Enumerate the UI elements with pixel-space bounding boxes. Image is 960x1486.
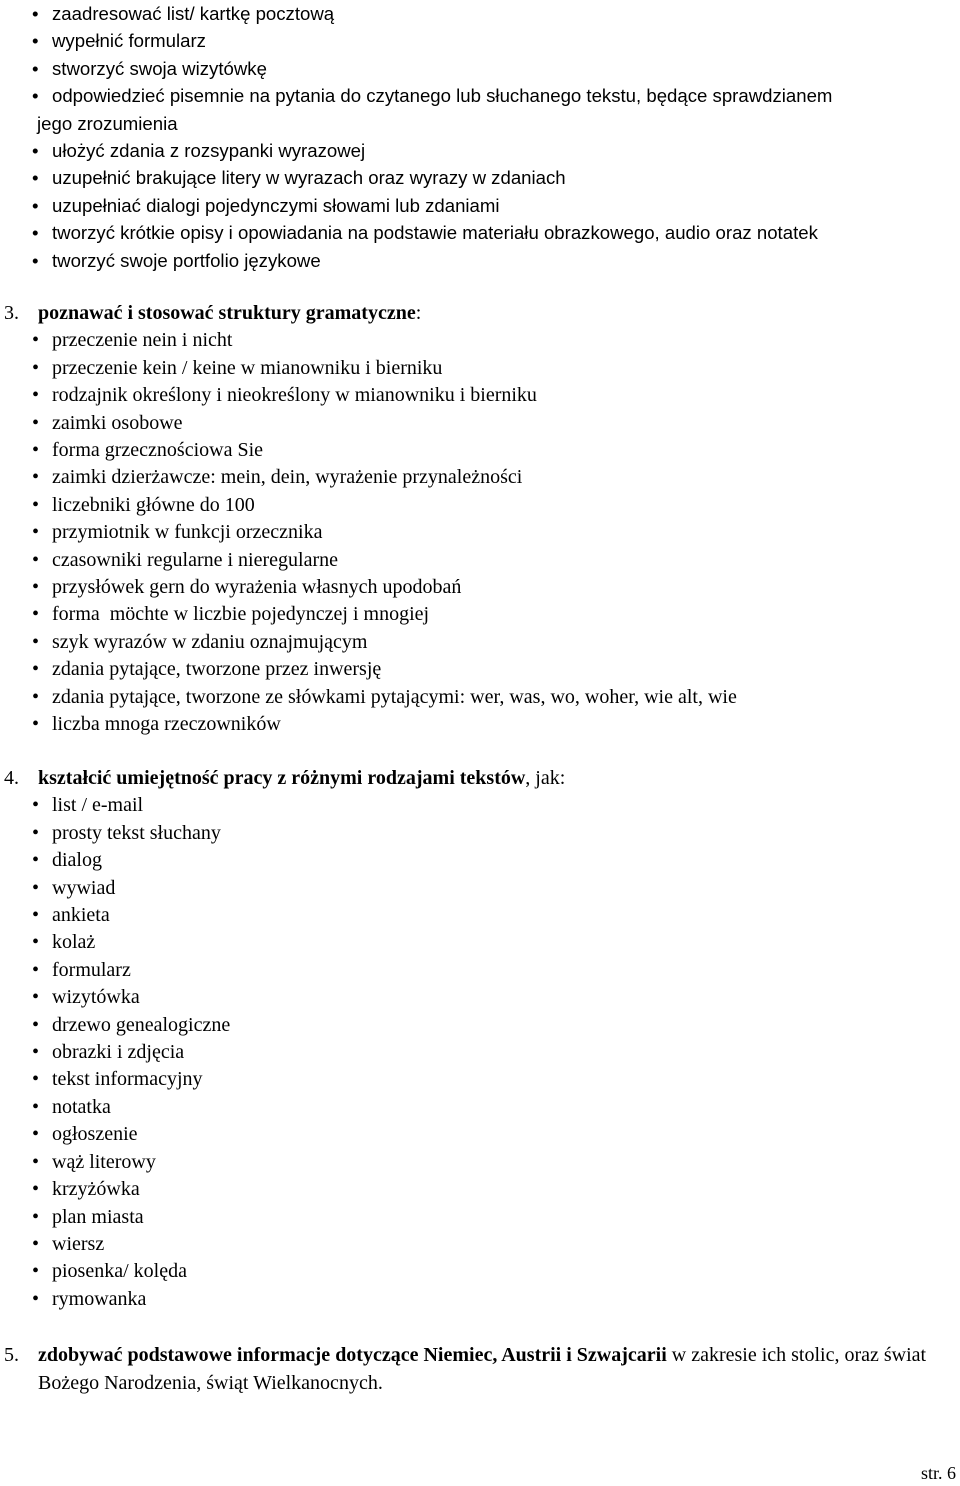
list-item: • wypełnić formularz <box>0 27 960 54</box>
section-number: 5. <box>4 1344 19 1366</box>
list-item-text: odpowiedzieć pisemnie na pytania do czytanego lub słuchanego tekstu, będące sprawdzianem <box>52 85 833 107</box>
list-item: • ogłoszenie <box>0 1121 960 1148</box>
list-item: • forma grzecznościowa Sie <box>0 437 960 464</box>
list-item: • forma möchte w liczbie pojedynczej i mnogiej <box>0 601 960 628</box>
list-item: • formularz <box>0 957 960 984</box>
list-item: • zdania pytające, tworzone ze słówkami pytającymi: wer, was, wo, woher, wie alt, wie <box>0 684 960 711</box>
list-item: • szyk wyrazów w zdaniu oznajmującym <box>0 629 960 656</box>
list-item: • zaimki dzierżawcze: mein, dein, wyrażenie przynależności <box>0 464 960 491</box>
section-heading-rest: : <box>415 302 422 324</box>
list-item: • czasowniki regularne i nieregularne <box>0 547 960 574</box>
section-number: 3. <box>4 302 19 324</box>
list-item: • plan miasta <box>0 1204 960 1231</box>
list-item: • dialog <box>0 847 960 874</box>
list-item: • tworzyć swoje portfolio językowe <box>0 247 960 274</box>
list-item: • obrazki i zdjęcia <box>0 1039 960 1066</box>
list-item: • uzupełnić brakujące litery w wyrazach oraz wyrazy w zdaniach <box>0 164 960 191</box>
list-item: • ułożyć zdania z rozsypanki wyrazowej <box>0 137 960 164</box>
section-4 <box>0 765 960 1313</box>
section-heading-bold: poznawać i stosować struktury gramatyczne <box>38 302 416 324</box>
section-continued <box>0 0 960 274</box>
list-item: • prosty tekst słuchany <box>0 820 960 847</box>
section-heading-bold: zdobywać podstawowe informacje dotyczące Niemiec, Austrii i Szwajcarii <box>38 1344 667 1366</box>
list-item: • zaimki osobowe <box>0 410 960 437</box>
list-item: • tekst informacyjny <box>0 1066 960 1093</box>
list-item: • liczba mnoga rzeczowników <box>0 711 960 738</box>
list-item: • kolaż <box>0 929 960 956</box>
section-number: 4. <box>4 767 19 789</box>
list-item: • wiersz <box>0 1231 960 1258</box>
section-4-bullet-list <box>0 792 960 1313</box>
list-item: • stworzyć swoja wizytówkę <box>0 55 960 82</box>
list-item: • przymiotnik w funkcji orzecznika <box>0 519 960 546</box>
section-3 <box>0 300 960 739</box>
section-5-text <box>38 1341 938 1397</box>
list-item: • liczebniki główne do 100 <box>0 492 960 519</box>
list-item: • przysłówek gern do wyrażenia własnych upodobań <box>0 574 960 601</box>
list-item: • wąż literowy <box>0 1149 960 1176</box>
list-item: • krzyżówka <box>0 1176 960 1203</box>
list-item: • wizytówka <box>0 984 960 1011</box>
list-item: • uzupełniać dialogi pojedynczymi słowami lub zdaniami <box>0 192 960 219</box>
section-3-bullet-list <box>0 327 960 738</box>
section-3-heading <box>0 300 960 327</box>
list-item: • wywiad <box>0 875 960 902</box>
continued-bullet-list <box>0 0 960 274</box>
list-item: • notatka <box>0 1094 960 1121</box>
list-item: • zaadresować list/ kartkę pocztową <box>0 0 960 27</box>
section-heading-rest: , jak: <box>525 767 566 789</box>
page-number: str. 6 <box>920 1463 956 1483</box>
list-item: • rodzajnik określony i nieokreślony w mianowniku i bierniku <box>0 382 960 409</box>
list-item: • przeczenie kein / keine w mianowniku i bierniku <box>0 355 960 382</box>
list-item: • przeczenie nein i nicht <box>0 327 960 354</box>
list-item <box>0 82 960 137</box>
list-item: • zdania pytające, tworzone przez inwersję <box>0 656 960 683</box>
list-item: • list / e-mail <box>0 792 960 819</box>
list-item: • ankieta <box>0 902 960 929</box>
list-item: • piosenka/ kolęda <box>0 1258 960 1285</box>
list-item: • tworzyć krótkie opisy i opowiadania na podstawie materiału obrazkowego, audio oraz notatek <box>0 219 960 246</box>
section-heading-bold: kształcić umiejętność pracy z różnymi rodzajami tekstów <box>38 767 526 789</box>
section-heading-rest: w zakresie ich stolic, oraz świat Bożego Narodzenia, świąt Wielkanocnych. <box>38 1344 927 1394</box>
section-4-heading <box>0 765 960 792</box>
list-item: • rymowanka <box>0 1286 960 1313</box>
list-item: • drzewo genealogiczne <box>0 1012 960 1039</box>
list-item-continuation: jego zrozumienia <box>37 112 178 134</box>
